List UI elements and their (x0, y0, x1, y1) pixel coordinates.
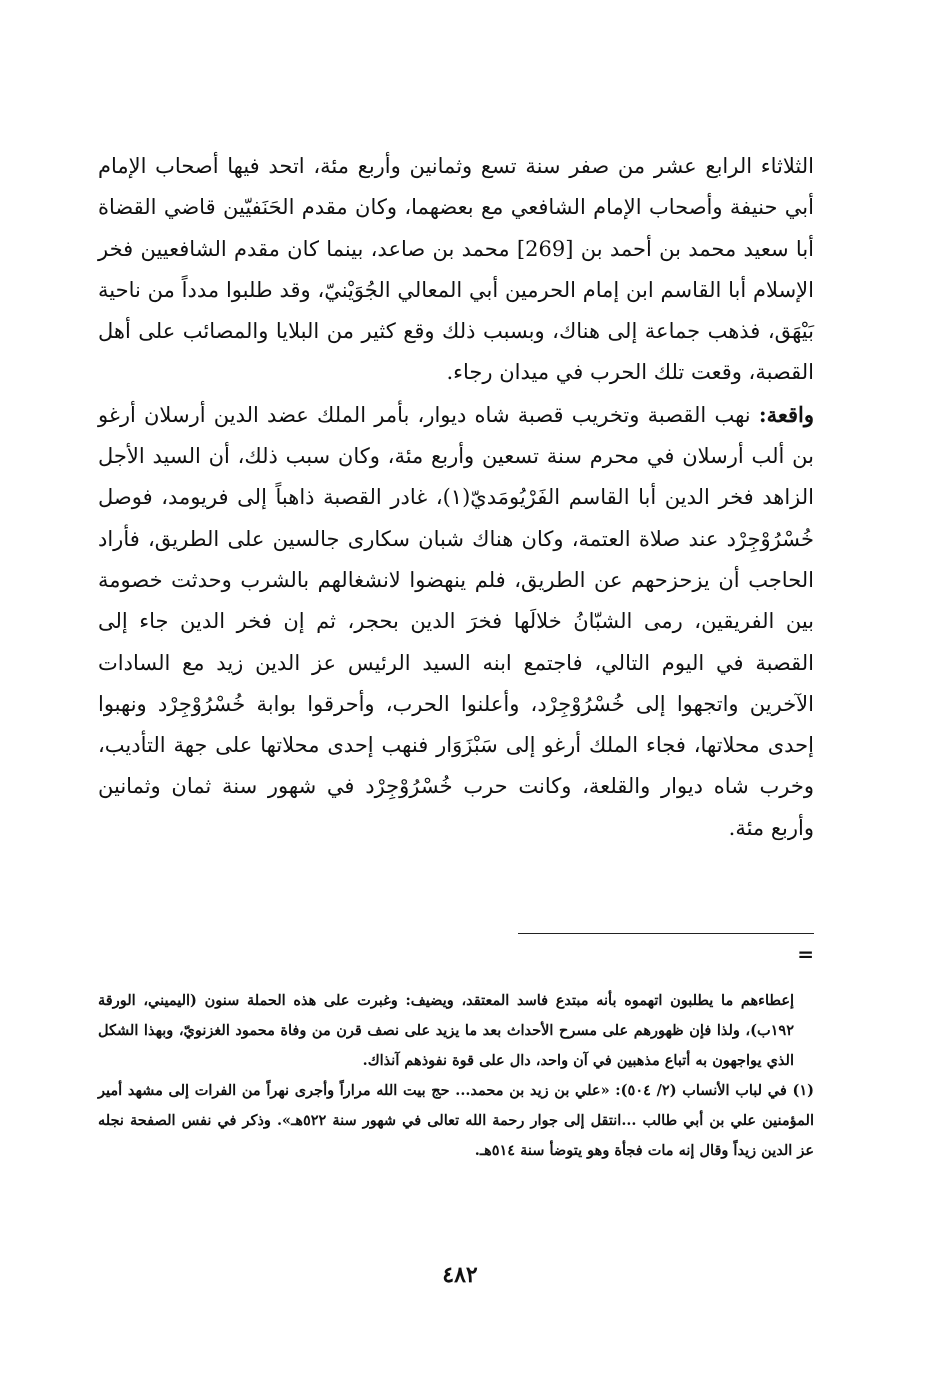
footnote-continuation-mark: = (797, 942, 814, 966)
page-number: ٤٨٢ (442, 1262, 478, 1288)
footnote-continuation: إعطاءهم ما يطلبون اتهموه بأنه مبتدع فاسد المعتقد، ويضيف: وغبرت على هذه الحملة سنون (اليميني، الورقة ١٩٢ب)، ولذا فإن ظهورهم على مسرح الأحداث بعد ما يزيد على نصف قرن من وفاة محمود الغزنويّ، وبهذا الشكل الذي يواجهون به أتباع مذهبين في آن واحد، دال على قوة نفوذهم آنذاك. (98, 992, 794, 1069)
paragraph-2-label: واقعة: (758, 401, 814, 427)
paragraph-2 (98, 394, 814, 849)
paragraph-2-text: نهب القصبة وتخريب قصبة شاه ديوار، بأمر الملك عضد الدين أرسلان أرغو بن ألب أرسلان في محرم سنة تسعين وأربع مئة، وكان سبب ذلك، أن السيد الأجل الزاهد فخر الدين أبا القاسم الفَرْيُومَديّ(١)، غادر القصبة ذاهباً إلى فريومد، فوصل خُسْرُوْجِرْد عند صلاة العتمة، وكان هناك شبان سكارى جالسين على الطريق، فأراد الحاجب أن يزحزحهم عن الطريق، فلم ينهضوا لانشغالهم بالشرب وحدثت خصومة بين الفريقين، رمى الشبّانُ خلالَها فخرَ الدين بحجر، ثم إن فخر الدين جاء إلى القصبة في اليوم التالي، فاجتمع ابنه السيد الرئيس عز الدين زيد مع السادات الآخرين واتجهوا إلى خُسْرُوْجِرْد، وأعلنوا الحرب، وأحرقوا بوابة خُسْرُوْجِرْد ونهبوا إحدى محلاتها، فجاء الملك أرغو إلى سَبْزَوَار فنهب إحدى محلاتها على جهة التأديب، وخرب شاه ديوار والقلعة، وكانت حرب خُسْرُوْجِرْد في شهور سنة ثمان وثمانين وأربع مئة. (98, 402, 815, 840)
footnotes (98, 986, 814, 1166)
paragraph-1: الثلاثاء الرابع عشر من صفر سنة تسع وثمانين وأربع مئة، اتحد فيها أصحاب الإمام أبي حنيفة وأصحاب الإمام الشافعي مع بعضهما، وكان مقدم الحَنَفيّين قاضي القضاة أبا سعيد محمد بن أحمد بن [269] محمد بن صاعد، بينما كان مقدم الشافعيين فخر الإسلام أبا القاسم ابن إمام الحرمين أبي المعالي الجُوَيْنيّ، وقد طلبوا مدداً من ناحية بَيْهَق، فذهب جماعة إلى هناك، وبسبب ذلك وقع كثير من البلايا والمصائب على أهل القصبة، وقعت تلك الحرب في ميدان رجاء. (98, 154, 814, 385)
footnote-separator (518, 933, 814, 934)
main-text (98, 146, 814, 849)
footnote-1: (١) في لباب الأنساب (٢/ ٥٠٤): «علي بن زيد بن محمد... حج بيت الله مراراً وأجرى نهراً من الفرات إلى مشهد أمير المؤمنين علي بن أبي طالب ...انتقل إلى جوار رحمة الله تعالى في شهور سنة ٥٢٢هـ». وذكر في نفس الصفحة نجله عز الدين زيداً وقال إنه مات فجأة وهو يتوضأ سنة ٥١٤هـ. (98, 1082, 814, 1159)
